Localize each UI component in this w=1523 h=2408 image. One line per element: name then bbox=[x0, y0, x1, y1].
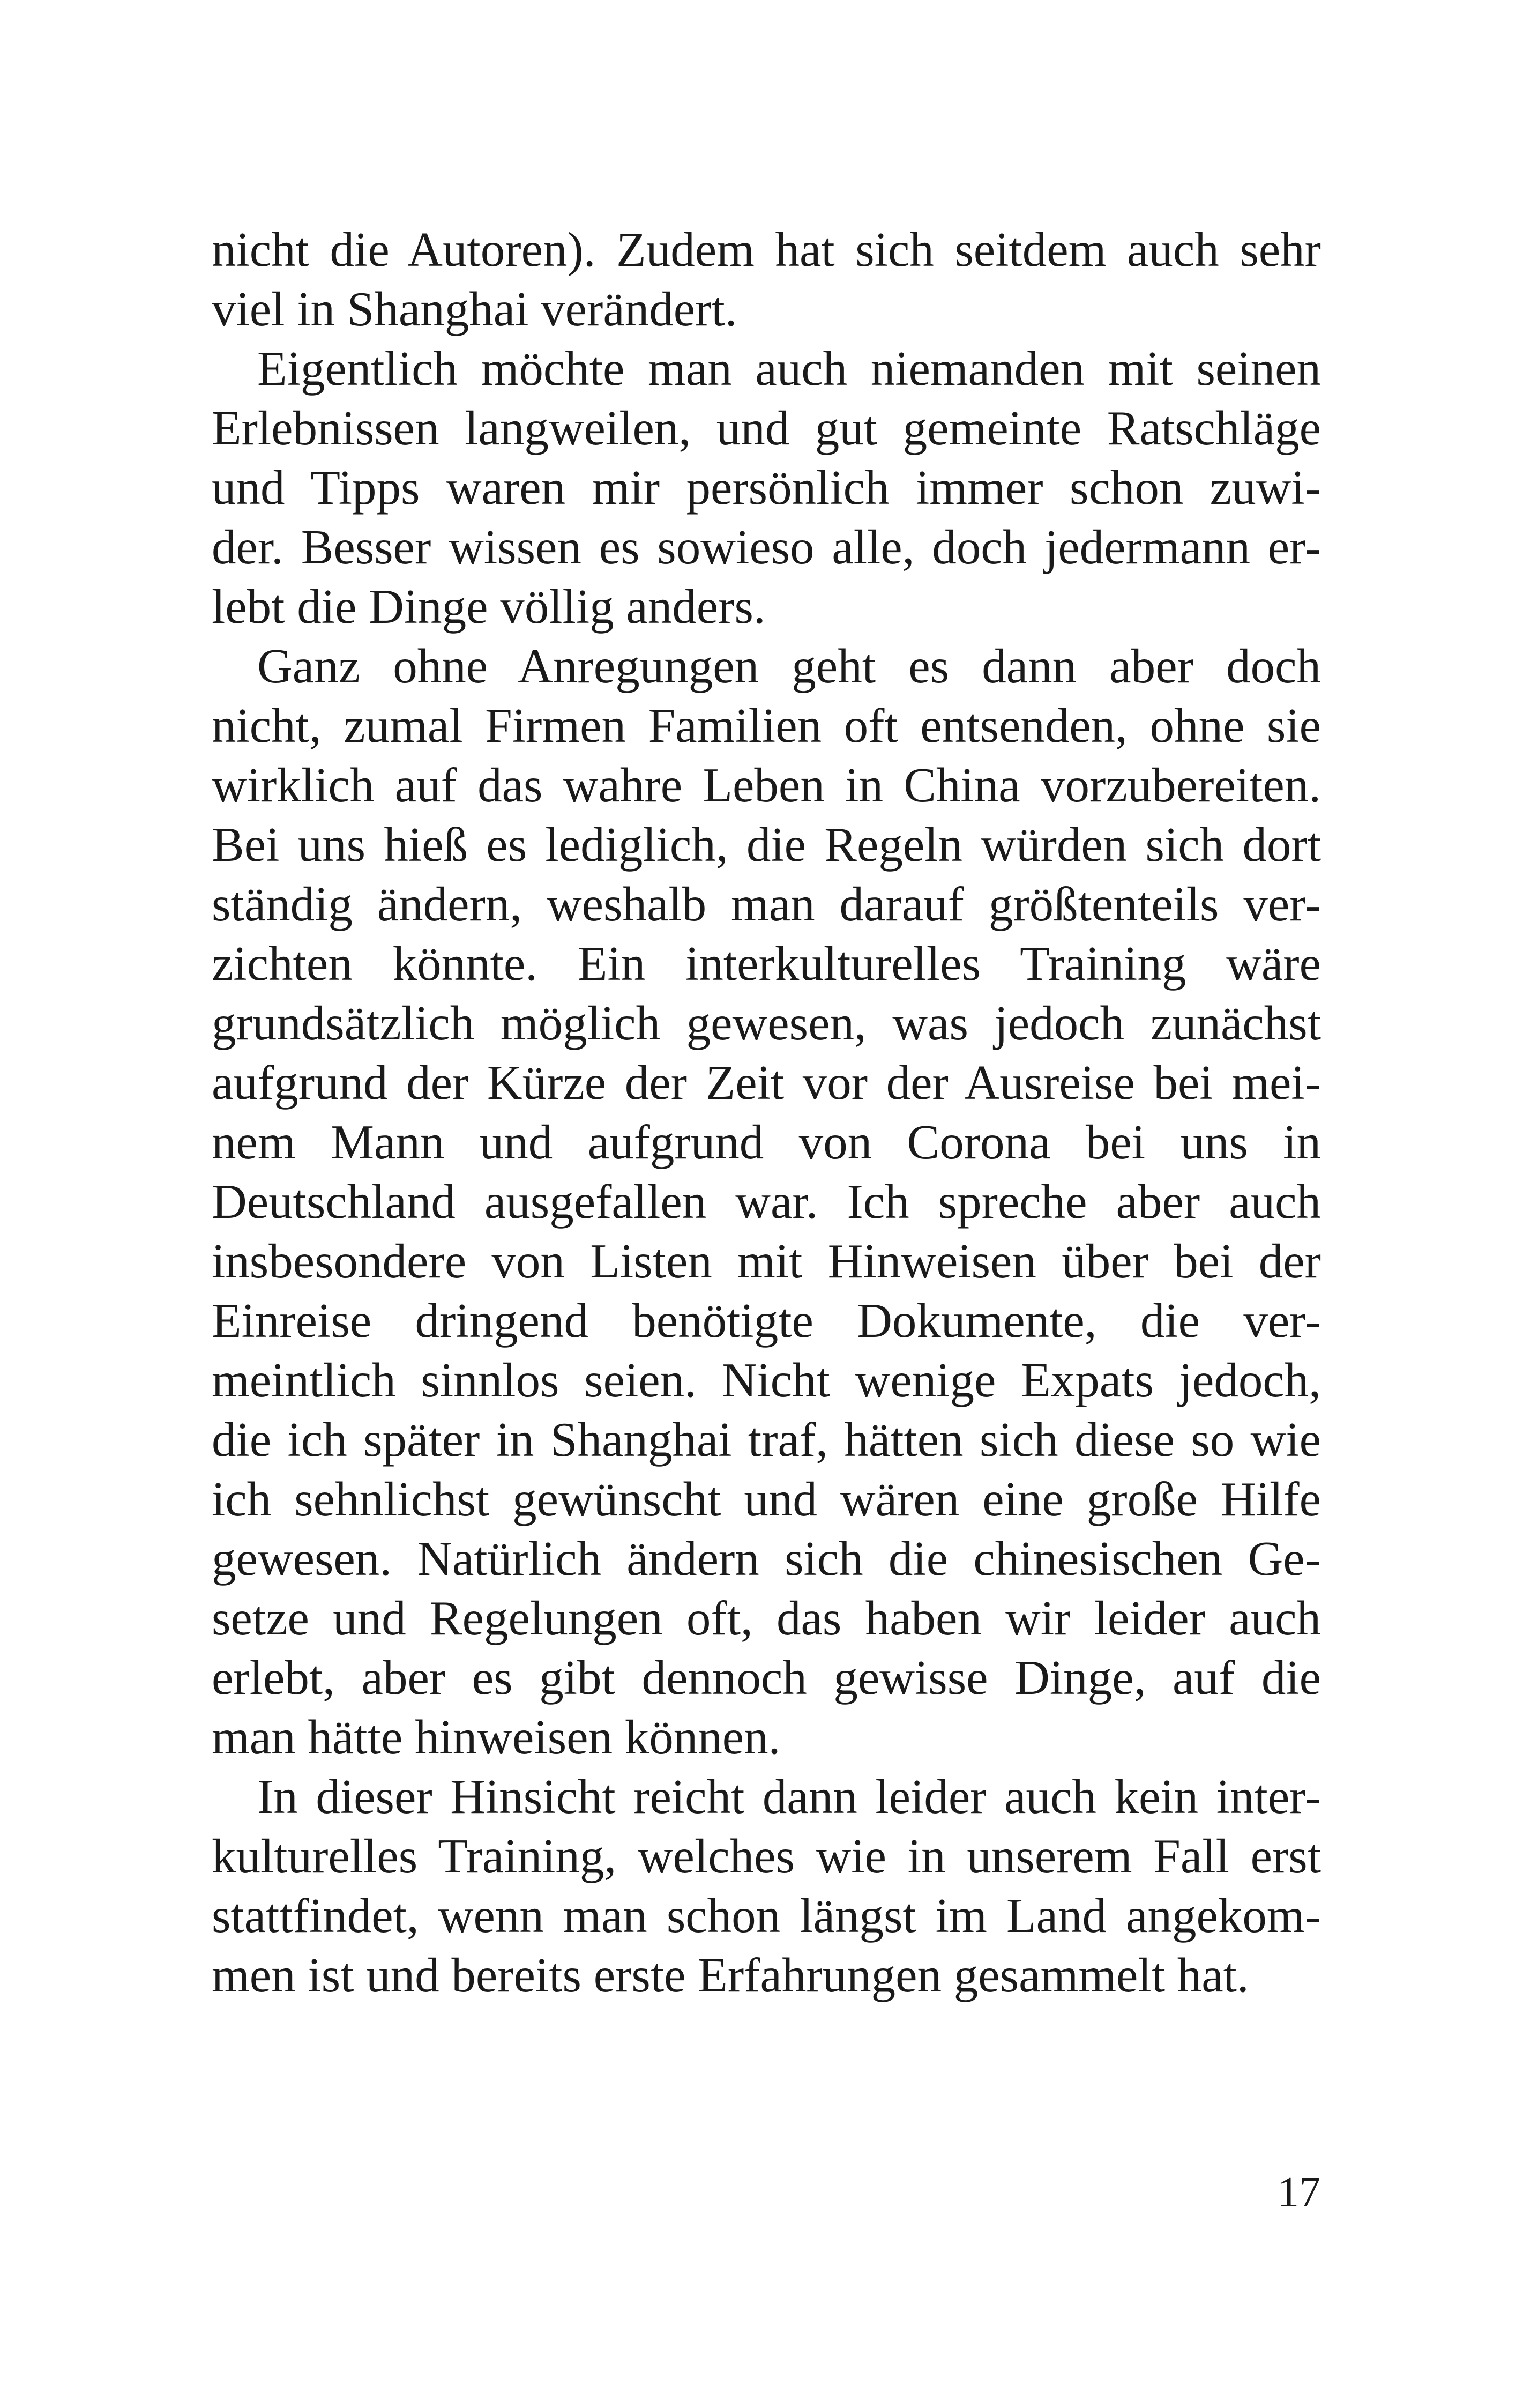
text-line: viel in Shanghai verändert. bbox=[212, 282, 737, 336]
text-line: kulturelles Training, welches wie in unserem Fall erst bbox=[212, 1829, 1321, 1883]
page-number: 17 bbox=[1278, 2169, 1320, 2216]
text-line: Bei uns hieß es lediglich, die Regeln würden sich dort bbox=[212, 817, 1321, 872]
text-line: stattfindet, wenn man schon längst im Land angekom- bbox=[212, 1889, 1321, 1943]
text-line: Ganz ohne Anregungen geht es dann aber doch bbox=[257, 639, 1321, 693]
text-line: setze und Regelungen oft, das haben wir leider auch bbox=[212, 1591, 1321, 1645]
text-line: ständig ändern, weshalb man darauf größtenteils ver- bbox=[212, 877, 1321, 931]
text-line: wirklich auf das wahre Leben in China vorzubereiten. bbox=[212, 758, 1321, 812]
text-line: aufgrund der Kürze der Zeit vor der Ausreise bei mei- bbox=[212, 1056, 1321, 1110]
text-line: und Tipps waren mir persönlich immer schon zuwi- bbox=[212, 460, 1321, 515]
text-line: nicht die Autoren). Zudem hat sich seitdem auch sehr bbox=[212, 222, 1321, 277]
text-line: men ist und bereits erste Erfahrungen gesammelt hat. bbox=[212, 1948, 1249, 2002]
paragraph bbox=[212, 636, 1321, 1767]
text-line: grundsätzlich möglich gewesen, was jedoch zunächst bbox=[212, 996, 1321, 1050]
text-line: ich sehnlichst gewünscht und wären eine große Hilfe bbox=[212, 1472, 1321, 1526]
text-line: der. Besser wissen es sowieso alle, doch jedermann er- bbox=[212, 520, 1321, 574]
text-line: gewesen. Natürlich ändern sich die chinesischen Ge- bbox=[212, 1532, 1321, 1586]
text-line: nem Mann und aufgrund von Corona bei uns in bbox=[212, 1115, 1321, 1169]
text-line: die ich später in Shanghai traf, hätten sich diese so wie bbox=[212, 1413, 1321, 1467]
body-text bbox=[212, 220, 1321, 2005]
paragraph bbox=[212, 220, 1321, 339]
text-line: zichten könnte. Ein interkulturelles Training wäre bbox=[212, 937, 1321, 991]
paragraph bbox=[212, 339, 1321, 636]
text-line: Einreise dringend benötigte Dokumente, die ver- bbox=[212, 1294, 1321, 1348]
text-line: man hätte hinweisen können. bbox=[212, 1710, 781, 1764]
text-line: Deutschland ausgefallen war. Ich spreche aber auch bbox=[212, 1175, 1321, 1229]
text-line: nicht, zumal Firmen Familien oft entsenden, ohne sie bbox=[212, 698, 1321, 753]
text-line: Eigentlich möchte man auch niemanden mit seinen bbox=[257, 341, 1321, 396]
text-line: insbesondere von Listen mit Hinweisen über bei der bbox=[212, 1234, 1321, 1288]
text-line: In dieser Hinsicht reicht dann leider auch kein inter- bbox=[257, 1770, 1321, 1824]
text-line: Erlebnissen langweilen, und gut gemeinte Ratschläge bbox=[212, 401, 1321, 455]
text-line: meintlich sinnlos seien. Nicht wenige Expats jedoch, bbox=[212, 1353, 1321, 1407]
text-line: erlebt, aber es gibt dennoch gewisse Dinge, auf die bbox=[212, 1651, 1321, 1705]
text-line: lebt die Dinge völlig anders. bbox=[212, 579, 766, 634]
paragraph bbox=[212, 1767, 1321, 2005]
